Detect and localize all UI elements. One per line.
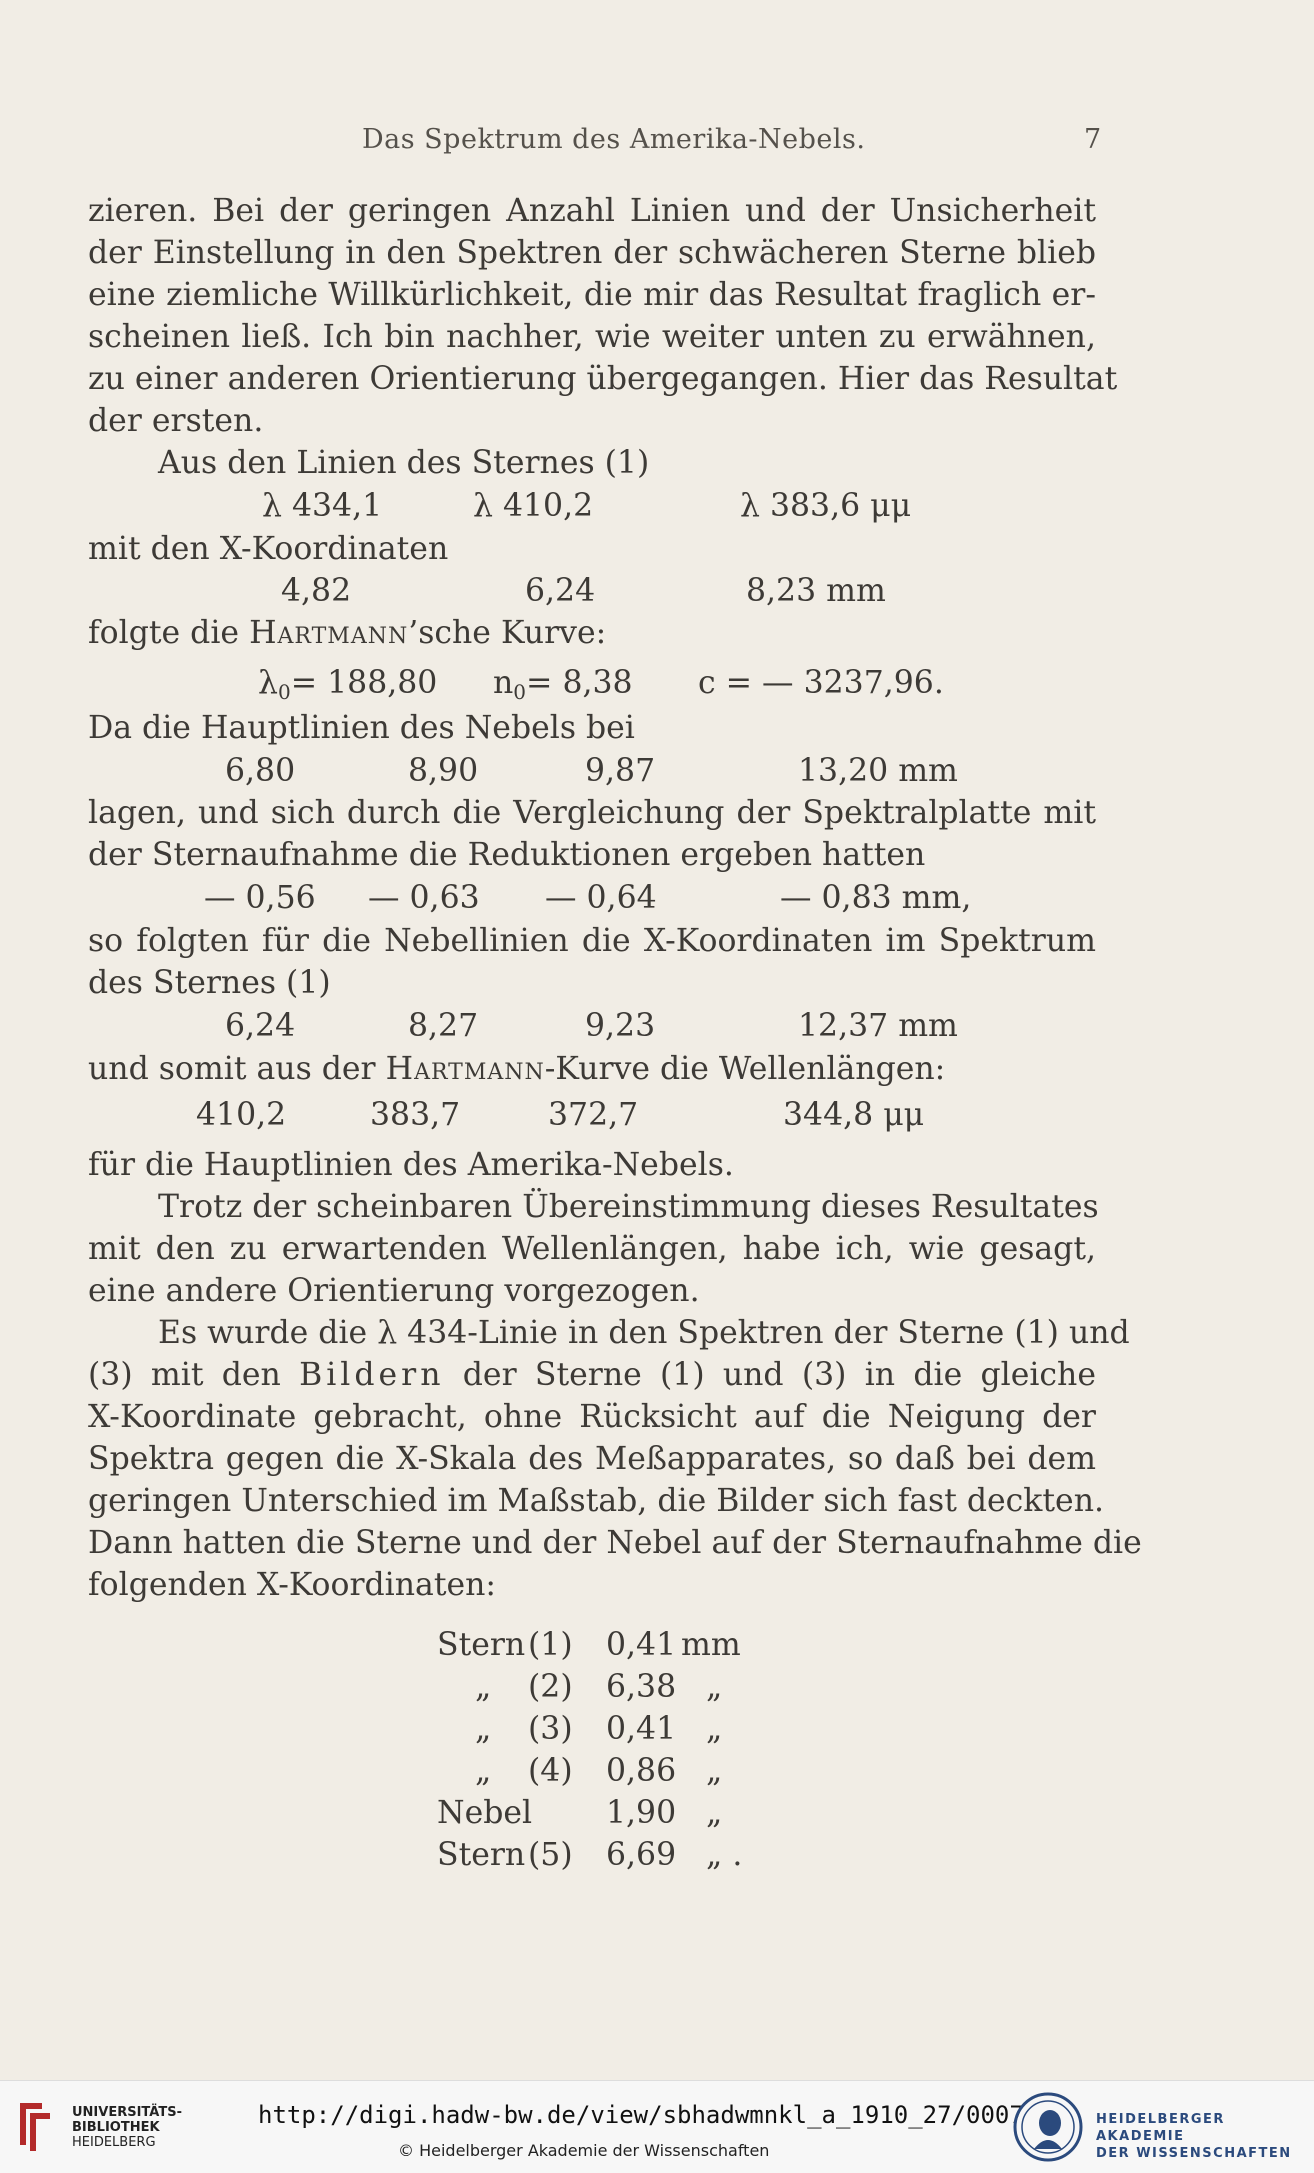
text-line-27: Es wurde die λ 434-Linie in den Spektren der Sterne (1) und — [158, 1315, 1130, 1351]
wavelength-value: 344,8 μμ — [783, 1097, 925, 1133]
text-line-5: zu einer anderen Orientierung übergegangen. Hier das Resultat — [88, 361, 1118, 397]
nebula-line-coordinate: 13,20 mm — [798, 753, 958, 789]
lambda-value: λ 410,2 — [473, 488, 594, 524]
text-line-24: Trotz der scheinbaren Übereinstimmung dieses Resultates — [158, 1189, 1099, 1225]
star-unit: „ — [706, 1753, 723, 1789]
text-line-1: zieren. Bei der geringen Anzahl Linien und der Unsicherheit — [88, 193, 1096, 229]
formula-n0: $n_0= 8,38$ — [493, 665, 633, 704]
star-name: Nebel — [437, 1795, 533, 1831]
star-unit: „ — [706, 1711, 723, 1747]
x-coordinate: 4,82 — [281, 573, 352, 609]
star-number: (5) — [528, 1837, 573, 1873]
star-value: 6,38 — [606, 1669, 677, 1705]
star-name: „ — [475, 1711, 492, 1747]
star-value: 0,86 — [606, 1753, 677, 1789]
formula-c: c = — 3237,96. — [698, 665, 944, 701]
star1-coordinate: 8,27 — [408, 1008, 479, 1044]
star-value: 6,69 — [606, 1837, 677, 1873]
star-name: „ — [475, 1669, 492, 1705]
star-number: (3) — [528, 1711, 573, 1747]
star-name: Stern — [437, 1627, 526, 1663]
wavelength-value: 383,7 — [370, 1097, 461, 1133]
text-line-6: der ersten. — [88, 403, 264, 439]
text-line-13: Da die Hauptlinien des Nebels bei — [88, 710, 635, 746]
text-line-21: und somit aus der Hartmann-Kurve die Wellenlängen: — [88, 1051, 946, 1087]
permalink-url[interactable]: http://digi.hadw-bw.de/view/sbhadwmnkl_a_1910_27/0007 — [258, 2101, 1024, 2129]
text-line-3: eine ziemliche Willkürlichkeit, die mir das Resultat fraglich er- — [88, 277, 1096, 313]
star1-coordinate: 9,23 — [585, 1008, 656, 1044]
text-line-25: mit den zu erwartenden Wellenlängen, habe ich, wie gesagt, — [88, 1231, 1096, 1267]
text-line-2: der Einstellung in den Spektren der schwächeren Sterne blieb — [88, 235, 1096, 271]
star-number: (2) — [528, 1669, 573, 1705]
running-title: Das Spektrum des Amerika-Nebels. — [362, 124, 866, 155]
star-name: „ — [475, 1753, 492, 1789]
star1-coordinate: 12,37 mm — [798, 1008, 958, 1044]
nebula-line-coordinate: 9,87 — [585, 753, 656, 789]
reduction-value: — 0,64 — [545, 880, 657, 916]
academy-seal-icon — [1012, 2091, 1084, 2163]
text-line-28: (3) mit den Bildern der Sterne (1) und (3) in die gleiche — [88, 1357, 1096, 1393]
text-line-4: scheinen ließ. Ich bin nachher, wie weiter unten zu erwähnen, — [88, 319, 1096, 355]
academy-name: HEIDELBERGER AKADEMIE DER WISSENSCHAFTEN — [1096, 2112, 1292, 2161]
star-number: (1) — [528, 1627, 573, 1663]
text-line-26: eine andere Orientierung vorgezogen. — [88, 1273, 700, 1309]
star1-coordinate: 6,24 — [225, 1008, 296, 1044]
formula-lambda0: $\lambda_0= 188,80$ — [258, 665, 438, 704]
star-value: 1,90 — [606, 1795, 677, 1831]
text-line-19: des Sternes (1) — [88, 965, 331, 1001]
text-line-9: mit den X-Koordinaten — [88, 531, 449, 567]
star-unit: „ . — [706, 1837, 743, 1873]
text-line-16: der Sternaufnahme die Reduktionen ergeben hatten — [88, 837, 926, 873]
text-line-31: geringen Unterschied im Maßstab, die Bilder sich fast deckten. — [88, 1483, 1104, 1519]
university-library-name: UNIVERSITÄTS- BIBLIOTHEK HEIDELBERG — [72, 2105, 182, 2150]
star-name: Stern — [437, 1837, 526, 1873]
nebula-line-coordinate: 8,90 — [408, 753, 479, 789]
reduction-value: — 0,56 — [204, 880, 316, 916]
star-value: 0,41 — [606, 1627, 677, 1663]
reduction-value: — 0,83 mm, — [780, 880, 972, 916]
text-line-18: so folgten für die Nebellinien die X-Koordinaten im Spektrum — [88, 923, 1096, 959]
lambda-value: λ 434,1 — [262, 488, 383, 524]
text-line-11: folgte die Hartmann’sche Kurve: — [88, 615, 607, 651]
star-unit: „ — [706, 1669, 723, 1705]
page-number: 7 — [1084, 124, 1102, 155]
text-line-23: für die Hauptlinien des Amerika-Nebels. — [88, 1147, 734, 1183]
university-library-logo-icon — [14, 2095, 56, 2155]
x-coordinate: 6,24 — [525, 573, 596, 609]
wavelength-value: 372,7 — [548, 1097, 639, 1133]
nebula-line-coordinate: 6,80 — [225, 753, 296, 789]
text-line-7: Aus den Linien des Sternes (1) — [158, 445, 650, 481]
lambda-value: λ 383,6 μμ — [740, 488, 912, 524]
star-unit: „ — [706, 1795, 723, 1831]
wavelength-value: 410,2 — [196, 1097, 287, 1133]
text-line-30: Spektra gegen die X-Skala des Meßapparates, so daß bei dem — [88, 1441, 1096, 1477]
star-number: (4) — [528, 1753, 573, 1789]
text-line-33: folgenden X-Koordinaten: — [88, 1567, 497, 1603]
star-value: 0,41 — [606, 1711, 677, 1747]
reduction-value: — 0,63 — [368, 880, 480, 916]
star-unit: mm — [681, 1627, 741, 1663]
text-line-15: lagen, und sich durch die Vergleichung der Spektralplatte mit — [88, 795, 1096, 831]
text-line-32: Dann hatten die Sterne und der Nebel auf der Sternaufnahme die — [88, 1525, 1142, 1561]
viewer-footer — [0, 2080, 1314, 2173]
text-line-29: X-Koordinate gebracht, ohne Rücksicht auf die Neigung der — [88, 1399, 1096, 1435]
copyright-notice: © Heidelberger Akademie der Wissenschaften — [398, 2141, 770, 2160]
x-coordinate: 8,23 mm — [746, 573, 886, 609]
